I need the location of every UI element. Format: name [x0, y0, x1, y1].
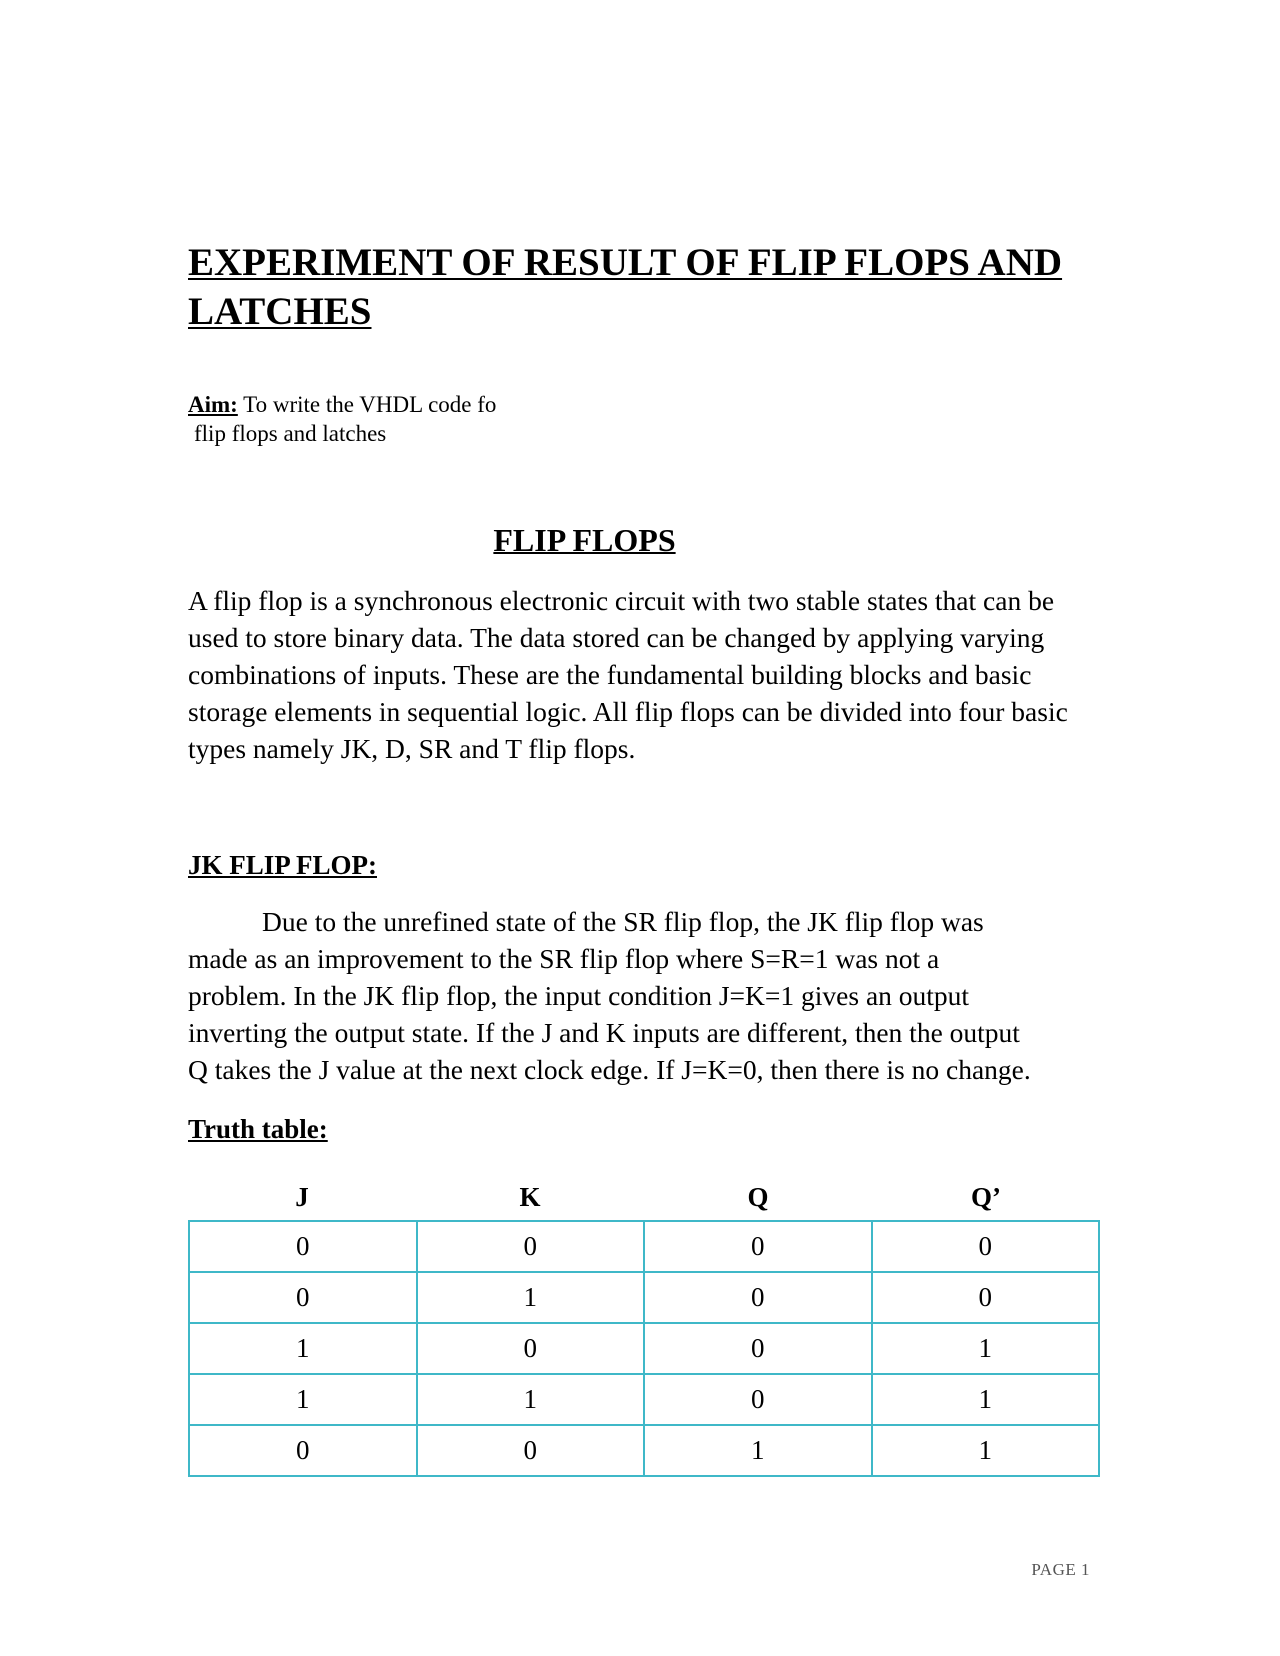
truth-table	[188, 1220, 1100, 1477]
aim-label: Aim:	[188, 392, 238, 417]
table-row	[189, 1374, 1099, 1425]
aim-block	[188, 390, 496, 448]
page-number: PAGE 1	[1031, 1560, 1090, 1579]
section-heading	[0, 520, 1169, 560]
page-title: EXPERIMENT OF RESULT OF FLIP FLOPS AND LATCHES	[188, 241, 1063, 333]
column-header-j: J	[295, 1182, 309, 1212]
table-cell: 0	[644, 1272, 872, 1323]
table-cell: 1	[189, 1374, 417, 1425]
section-heading-text: FLIP FLOPS	[493, 522, 676, 558]
jk-paragraph-line: problem. In the JK flip flop, the input condition J=K=1 gives an output	[188, 980, 970, 1011]
table-cell: 1	[872, 1425, 1100, 1476]
truth-table-header-row	[188, 1180, 1100, 1214]
aim-text-line1: To write the VHDL code fo	[237, 392, 497, 417]
table-row	[189, 1323, 1099, 1374]
table-cell: 1	[872, 1374, 1100, 1425]
intro-paragraph: A flip flop is a synchronous electronic circuit with two stable states that can be used to store binary data. The data stored can be changed by applying varying combinations of inputs. These are the fundamental building blocks and basic storage elements in sequential logic. All flip flops can be divided into four basic types namely JK, D, SR and T flip flops.	[188, 585, 1068, 764]
table-cell: 1	[189, 1323, 417, 1374]
table-cell: 1	[644, 1425, 872, 1476]
table-cell: 0	[644, 1323, 872, 1374]
table-cell: 0	[189, 1272, 417, 1323]
table-row	[189, 1425, 1099, 1476]
column-header-k: K	[519, 1182, 541, 1212]
table-row	[189, 1272, 1099, 1323]
jk-paragraph-line: Q takes the J value at the next clock edge. If J=K=0, then there is no change.	[188, 1054, 1031, 1085]
table-cell: 0	[872, 1221, 1100, 1272]
table-cell: 1	[872, 1323, 1100, 1374]
table-cell: 0	[644, 1221, 872, 1272]
table-cell: 0	[417, 1425, 645, 1476]
jk-paragraph-line: made as an improvement to the SR flip flop where S=R=1 was not a	[188, 943, 940, 974]
table-cell: 0	[644, 1374, 872, 1425]
aim-text-line2: flip flops and latches	[194, 421, 387, 446]
table-cell: 1	[417, 1272, 645, 1323]
jk-paragraph-line: Due to the unrefined state of the SR flip flop, the JK flip flop was	[262, 906, 984, 937]
table-cell: 0	[872, 1272, 1100, 1323]
table-cell: 0	[189, 1221, 417, 1272]
table-cell: 1	[417, 1374, 645, 1425]
table-cell: 0	[189, 1425, 417, 1476]
jk-flip-flop-heading: JK FLIP FLOP:	[188, 850, 377, 880]
table-cell: 0	[417, 1323, 645, 1374]
table-row	[189, 1221, 1099, 1272]
truth-table-heading: Truth table:	[188, 1114, 328, 1144]
jk-paragraph-line: inverting the output state. If the J and K inputs are different, then the output	[188, 1017, 1020, 1048]
table-cell: 0	[417, 1221, 645, 1272]
jk-paragraph	[188, 903, 1088, 1088]
column-header-q-bar: Q’	[971, 1182, 1001, 1212]
column-header-q: Q	[747, 1182, 769, 1212]
